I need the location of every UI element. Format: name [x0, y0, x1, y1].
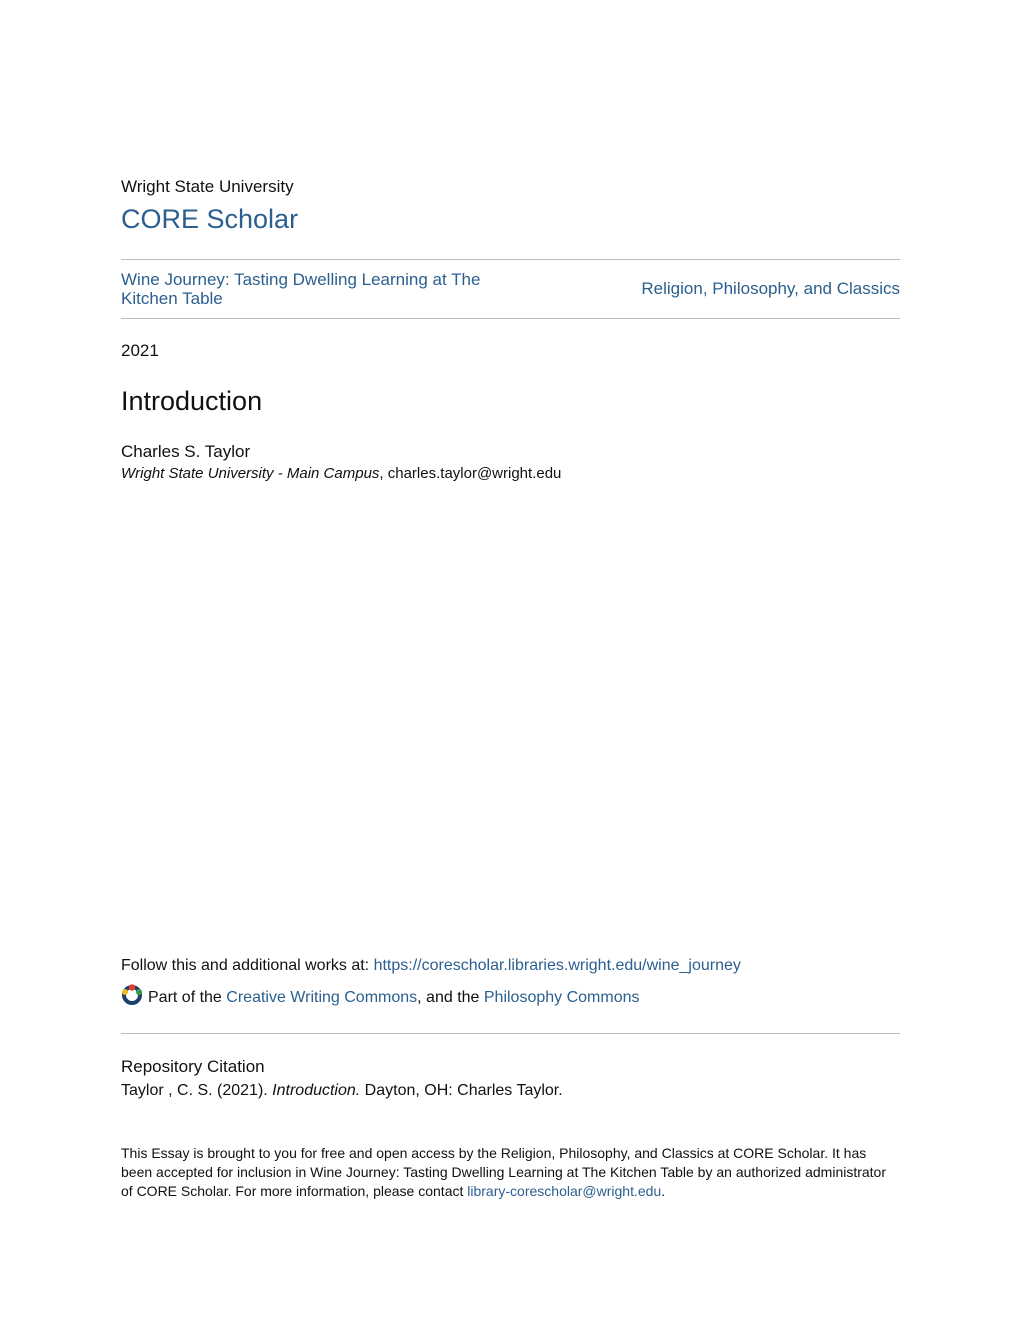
divider-series [121, 318, 900, 319]
citation-text [121, 1082, 563, 1100]
notice-end: . [661, 1183, 666, 1199]
divider-top [121, 259, 900, 260]
citation-heading: Repository Citation [121, 1057, 265, 1076]
follow-url-link[interactable]: https://corescholar.libraries.wright.edu/wine_journey [373, 957, 741, 974]
part-of-prefix: Part of the [148, 988, 222, 1006]
follow-prefix: Follow this and additional works at: [121, 957, 374, 974]
author-name: Charles S. Taylor [121, 442, 251, 461]
publication-year: 2021 [121, 341, 159, 360]
network-commons-icon [121, 984, 148, 1011]
document-title: Introduction [121, 386, 263, 416]
notice-text: This Essay is brought to you for free and open access by the Religion, Philosophy, and Classics at CORE Scholar. It has been accepted for inclusion in Wine Journey: Tasting Dwelling Learning at The Kitchen Table by an authorized administrator of CORE Scholar. For more information, please contact [121, 1145, 887, 1199]
affiliation-text: Wright State University - Main Campus [121, 465, 380, 482]
philosophy-commons-link[interactable]: Philosophy Commons [483, 988, 640, 1006]
citation-title: Introduction. [272, 1082, 361, 1099]
repository-link[interactable]: CORE Scholar [121, 204, 299, 234]
follow-line [121, 957, 741, 975]
access-notice [121, 1144, 901, 1201]
author-affiliation: Wright State University - Main Campus, charles.taylor@wright.edu [121, 465, 562, 482]
part-of-line [121, 984, 640, 1011]
institution-name: Wright State University [121, 177, 294, 196]
author-email: charles.taylor@wright.edu [387, 465, 562, 482]
creative-writing-commons-link[interactable]: Creative Writing Commons [226, 988, 418, 1006]
citation-before: Taylor , C. S. (2021). [121, 1082, 273, 1099]
citation-after: Dayton, OH: Charles Taylor. [360, 1082, 563, 1099]
contact-email-link[interactable]: library-corescholar@wright.edu [467, 1183, 662, 1199]
part-of-middle: , and the [417, 988, 484, 1006]
series-link[interactable]: Wine Journey: Tasting Dwelling Learning at The Kitchen Table [121, 270, 481, 308]
department-link[interactable]: Religion, Philosophy, and Classics [641, 279, 900, 298]
divider-bottom [121, 1033, 900, 1034]
